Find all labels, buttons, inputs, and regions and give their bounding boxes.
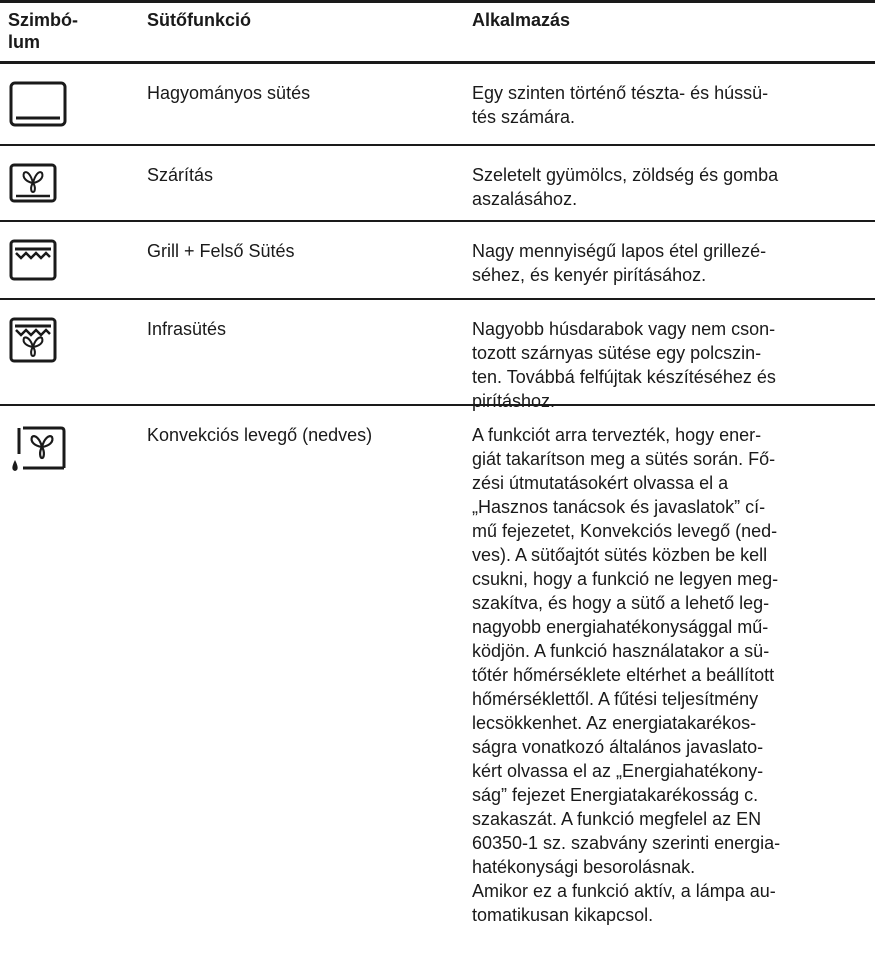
application-text	[472, 423, 872, 927]
function-name: Infrasütés	[147, 319, 227, 339]
application-line: nagyobb energiahatékonysággal mű-	[472, 617, 769, 637]
conventional-cooking-icon	[9, 81, 67, 132]
application-line: 60350-1 sz. szabvány szerinti energia-	[472, 833, 781, 853]
function-name: Konvekciós levegő (nedves)	[147, 425, 373, 445]
application-line: Nagyobb húsdarabok vagy nem cson-	[472, 319, 776, 339]
header-symbol	[8, 9, 113, 53]
application-line: tozott szárnyas sütése egy polcszin-	[472, 343, 762, 363]
application-line: séhez, és kenyér pirításához.	[472, 265, 707, 285]
application-line: szakaszát. A funkció megfelel az EN	[472, 809, 762, 829]
moist-fan-baking-icon	[9, 424, 67, 481]
application-line: Amikor ez a funkció aktív, a lámpa au-	[472, 881, 776, 901]
turbo-grilling-icon	[9, 317, 57, 368]
application-line: ves). A sütőajtót sütés közben be kell	[472, 545, 768, 565]
table-row	[0, 406, 875, 979]
function-name: Szárítás	[147, 165, 214, 185]
table-row	[0, 222, 875, 300]
application-line: giát takarítson meg a sütés során. Fő-	[472, 449, 776, 469]
application-line: ság” fejezet Energiatakarékosság c.	[472, 785, 759, 805]
table-row	[0, 146, 875, 222]
application-line: csukni, hogy a funkció ne legyen meg-	[472, 569, 779, 589]
application-text	[472, 239, 872, 287]
application-line: aszalásához.	[472, 189, 578, 209]
header-function: Sütőfunkció	[147, 10, 251, 30]
application-line: zési útmutatásokért olvassa el a	[472, 473, 729, 493]
header-symbol-line-2: lum	[8, 32, 41, 52]
application-line: Egy szinten történő tészta- és hússü-	[472, 83, 769, 103]
header-application: Alkalmazás	[472, 10, 571, 30]
application-line: szakítva, és hogy a sütő a lehető leg-	[472, 593, 770, 613]
table-row	[0, 64, 875, 146]
application-line: hatékonysági besorolásnak.	[472, 857, 696, 877]
application-line: Nagy mennyiségű lapos étel grillezé-	[472, 241, 767, 261]
drying-fan-icon	[9, 163, 57, 208]
function-name: Grill + Felső Sütés	[147, 241, 295, 261]
application-line: mű fejezetet, Konvekciós levegő (ned-	[472, 521, 778, 541]
application-line: hőmérséklettől. A fűtési teljesítmény	[472, 689, 759, 709]
application-text	[472, 317, 872, 413]
application-line: tés számára.	[472, 107, 576, 127]
application-line: tőtér hőmérséklete eltérhet a beállított	[472, 665, 775, 685]
application-line: kért olvassa el az „Energiahatékony-	[472, 761, 764, 781]
header-symbol-line-1: Szimbó-	[8, 10, 78, 30]
table-row	[0, 300, 875, 411]
application-line: lecsökkenhet. Az energiatakarékos-	[472, 713, 757, 733]
application-line: ten. Továbbá felfújtak készítéséhez és	[472, 367, 776, 387]
application-text	[472, 163, 872, 211]
grill-top-heat-icon	[9, 239, 57, 286]
application-text	[472, 81, 872, 129]
table-header	[0, 0, 875, 64]
application-line: A funkciót arra tervezték, hogy ener-	[472, 425, 762, 445]
application-line: ságra vonatkozó általános javaslato-	[472, 737, 764, 757]
function-name: Hagyományos sütés	[147, 83, 311, 103]
application-line: Szeletelt gyümölcs, zöldség és gomba	[472, 165, 779, 185]
application-line: „Hasznos tanácsok és javaslatok” cí-	[472, 497, 766, 517]
application-line: pirításhoz.	[472, 391, 556, 411]
application-line: tomatikusan kikapcsol.	[472, 905, 654, 925]
application-line: ködjön. A funkció használatakor a sü-	[472, 641, 770, 661]
